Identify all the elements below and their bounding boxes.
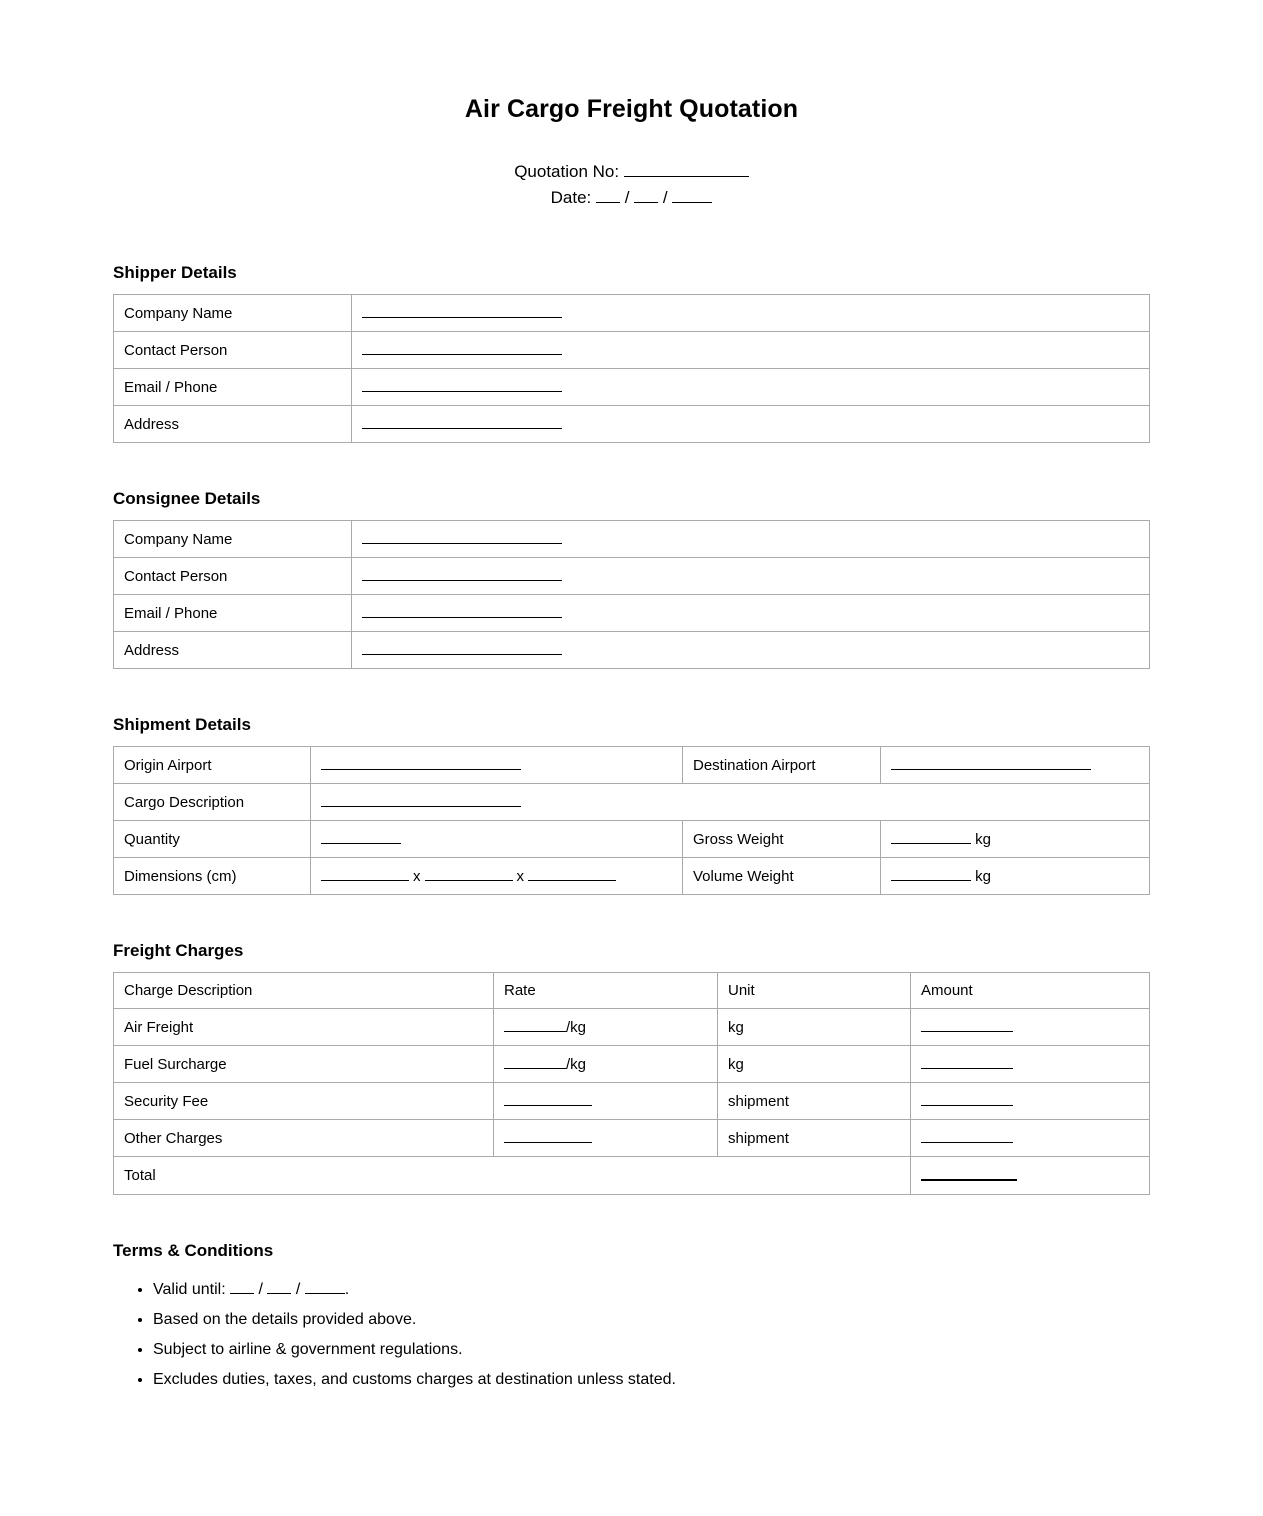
volume-weight-blank[interactable] <box>891 867 971 881</box>
date-separator-1: / <box>620 188 635 207</box>
total-label: Total <box>114 1157 911 1195</box>
valid-until-separator-1: / <box>254 1281 268 1298</box>
charge-description-security-fee: Security Fee <box>114 1083 494 1120</box>
shipper-address-value[interactable] <box>352 406 1150 443</box>
list-item: • Excludes duties, taxes, and customs charges at destination unless stated. <box>153 1365 1150 1395</box>
table-row <box>114 295 1150 332</box>
consignee-details-section <box>113 489 1150 669</box>
security-fee-amount-blank[interactable] <box>921 1092 1013 1106</box>
table-row <box>114 632 1150 669</box>
date-month-blank[interactable] <box>634 189 658 203</box>
shipper-address-blank[interactable] <box>362 415 562 429</box>
valid-until-month-blank[interactable] <box>267 1280 291 1294</box>
table-row <box>114 858 1150 895</box>
dimensions-height-blank[interactable] <box>528 867 616 881</box>
gross-weight-unit: kg <box>975 831 992 848</box>
consignee-company-name-blank[interactable] <box>362 530 562 544</box>
quotation-date-label: Date: <box>550 188 596 207</box>
dimensions-width-blank[interactable] <box>425 867 513 881</box>
terms-list <box>113 1275 1150 1395</box>
quotation-number-blank[interactable] <box>624 163 749 177</box>
charge-rate-air-freight[interactable] <box>494 1009 718 1046</box>
table-row <box>114 747 1150 784</box>
table-row <box>114 369 1150 406</box>
fuel-surcharge-amount-blank[interactable] <box>921 1055 1013 1069</box>
quantity-blank[interactable] <box>321 830 401 844</box>
table-total-row <box>114 1157 1150 1195</box>
quotation-meta <box>113 159 1150 211</box>
charge-description-air-freight: Air Freight <box>114 1009 494 1046</box>
air-freight-amount-blank[interactable] <box>921 1018 1013 1032</box>
consignee-contact-person-label: Contact Person <box>114 558 352 595</box>
gross-weight-value[interactable] <box>881 821 1150 858</box>
column-header-unit: Unit <box>718 973 911 1009</box>
fuel-surcharge-rate-suffix: /kg <box>566 1056 587 1073</box>
quantity-value[interactable] <box>311 821 683 858</box>
charge-amount-other-charges[interactable] <box>911 1120 1150 1157</box>
table-row <box>114 595 1150 632</box>
consignee-company-name-value[interactable] <box>352 521 1150 558</box>
charge-unit-fuel-surcharge: kg <box>718 1046 911 1083</box>
consignee-email-phone-blank[interactable] <box>362 604 562 618</box>
cargo-description-value[interactable] <box>311 784 1150 821</box>
air-freight-rate-blank[interactable] <box>504 1018 566 1032</box>
column-header-amount: Amount <box>911 973 1150 1009</box>
list-item: • Subject to airline & government regulations. <box>153 1335 1150 1365</box>
charge-amount-fuel-surcharge[interactable] <box>911 1046 1150 1083</box>
shipper-email-phone-value[interactable] <box>352 369 1150 406</box>
consignee-address-label: Address <box>114 632 352 669</box>
quantity-label: Quantity <box>114 821 311 858</box>
table-row <box>114 558 1150 595</box>
shipper-company-name-value[interactable] <box>352 295 1150 332</box>
shipper-contact-person-label: Contact Person <box>114 332 352 369</box>
table-row <box>114 1009 1150 1046</box>
charge-unit-security-fee: shipment <box>718 1083 911 1120</box>
quotation-date-line <box>113 185 1150 211</box>
destination-airport-value[interactable] <box>881 747 1150 784</box>
list-item-valid-until <box>153 1275 1150 1305</box>
shipper-email-phone-label: Email / Phone <box>114 369 352 406</box>
total-amount-blank[interactable] <box>921 1166 1017 1181</box>
charge-amount-air-freight[interactable] <box>911 1009 1150 1046</box>
date-year-blank[interactable] <box>672 189 712 203</box>
charge-rate-other-charges[interactable] <box>494 1120 718 1157</box>
charge-description-other-charges: Other Charges <box>114 1120 494 1157</box>
destination-airport-label: Destination Airport <box>683 747 881 784</box>
shipper-address-label: Address <box>114 406 352 443</box>
consignee-contact-person-value[interactable] <box>352 558 1150 595</box>
origin-airport-blank[interactable] <box>321 756 521 770</box>
charge-unit-air-freight: kg <box>718 1009 911 1046</box>
consignee-details-heading: Consignee Details <box>113 489 261 508</box>
consignee-address-value[interactable] <box>352 632 1150 669</box>
charge-rate-security-fee[interactable] <box>494 1083 718 1120</box>
quotation-number-line <box>113 159 1150 185</box>
table-header-row <box>114 973 1150 1009</box>
date-day-blank[interactable] <box>596 189 620 203</box>
valid-until-separator-2: / <box>291 1281 305 1298</box>
security-fee-rate-blank[interactable] <box>504 1092 592 1106</box>
shipper-company-name-label: Company Name <box>114 295 352 332</box>
dimensions-separator-2: x <box>516 868 524 885</box>
date-separator-2: / <box>658 188 673 207</box>
volume-weight-value[interactable] <box>881 858 1150 895</box>
table-row <box>114 1083 1150 1120</box>
cargo-description-blank[interactable] <box>321 793 521 807</box>
shipper-details-section <box>113 263 1150 443</box>
table-row <box>114 1120 1150 1157</box>
shipper-contact-person-value[interactable] <box>352 332 1150 369</box>
table-row <box>114 821 1150 858</box>
dimensions-separator-1: x <box>413 868 421 885</box>
consignee-contact-person-blank[interactable] <box>362 567 562 581</box>
total-amount-value[interactable] <box>911 1157 1150 1195</box>
dimensions-length-blank[interactable] <box>321 867 409 881</box>
column-header-rate: Rate <box>494 973 718 1009</box>
freight-charges-heading: Freight Charges <box>113 941 244 960</box>
origin-airport-label: Origin Airport <box>114 747 311 784</box>
valid-until-day-blank[interactable] <box>230 1280 254 1294</box>
terms-and-conditions-heading: Terms & Conditions <box>113 1241 274 1260</box>
air-freight-rate-suffix: /kg <box>566 1019 587 1036</box>
origin-airport-value[interactable] <box>311 747 683 784</box>
valid-until-suffix: . <box>344 1281 350 1298</box>
shipment-details-section <box>113 715 1150 895</box>
cargo-description-label: Cargo Description <box>114 784 311 821</box>
volume-weight-label: Volume Weight <box>683 858 881 895</box>
shipment-details-table <box>113 746 1150 895</box>
column-header-charge-description: Charge Description <box>114 973 494 1009</box>
gross-weight-label: Gross Weight <box>683 821 881 858</box>
dimensions-value[interactable] <box>311 858 683 895</box>
gross-weight-blank[interactable] <box>891 830 971 844</box>
table-row <box>114 332 1150 369</box>
consignee-email-phone-value[interactable] <box>352 595 1150 632</box>
dimensions-label: Dimensions (cm) <box>114 858 311 895</box>
destination-airport-blank[interactable] <box>891 756 1091 770</box>
consignee-details-table <box>113 520 1150 669</box>
list-item: • Based on the details provided above. <box>153 1305 1150 1335</box>
shipper-contact-person-blank[interactable] <box>362 341 562 355</box>
freight-charges-section <box>113 941 1150 1195</box>
freight-charges-table <box>113 972 1150 1195</box>
table-row <box>114 784 1150 821</box>
other-charges-amount-blank[interactable] <box>921 1129 1013 1143</box>
fuel-surcharge-rate-blank[interactable] <box>504 1055 566 1069</box>
consignee-email-phone-label: Email / Phone <box>114 595 352 632</box>
shipper-details-heading: Shipper Details <box>113 263 237 282</box>
charge-unit-other-charges: shipment <box>718 1120 911 1157</box>
consignee-address-blank[interactable] <box>362 641 562 655</box>
page-title: Air Cargo Freight Quotation <box>464 95 799 123</box>
quotation-number-label: Quotation No: <box>514 162 624 181</box>
shipper-details-table <box>113 294 1150 443</box>
table-row <box>114 406 1150 443</box>
table-row <box>114 521 1150 558</box>
shipment-details-heading: Shipment Details <box>113 715 251 734</box>
valid-until-year-blank[interactable] <box>305 1280 345 1294</box>
consignee-company-name-label: Company Name <box>114 521 352 558</box>
other-charges-rate-blank[interactable] <box>504 1129 592 1143</box>
valid-until-prefix: Valid until: <box>153 1281 231 1298</box>
terms-and-conditions-section <box>113 1241 1150 1395</box>
volume-weight-unit: kg <box>975 868 992 885</box>
table-row <box>114 1046 1150 1083</box>
shipper-company-name-blank[interactable] <box>362 304 562 318</box>
charge-rate-fuel-surcharge[interactable] <box>494 1046 718 1083</box>
charge-amount-security-fee[interactable] <box>911 1083 1150 1120</box>
shipper-email-phone-blank[interactable] <box>362 378 562 392</box>
charge-description-fuel-surcharge: Fuel Surcharge <box>114 1046 494 1083</box>
